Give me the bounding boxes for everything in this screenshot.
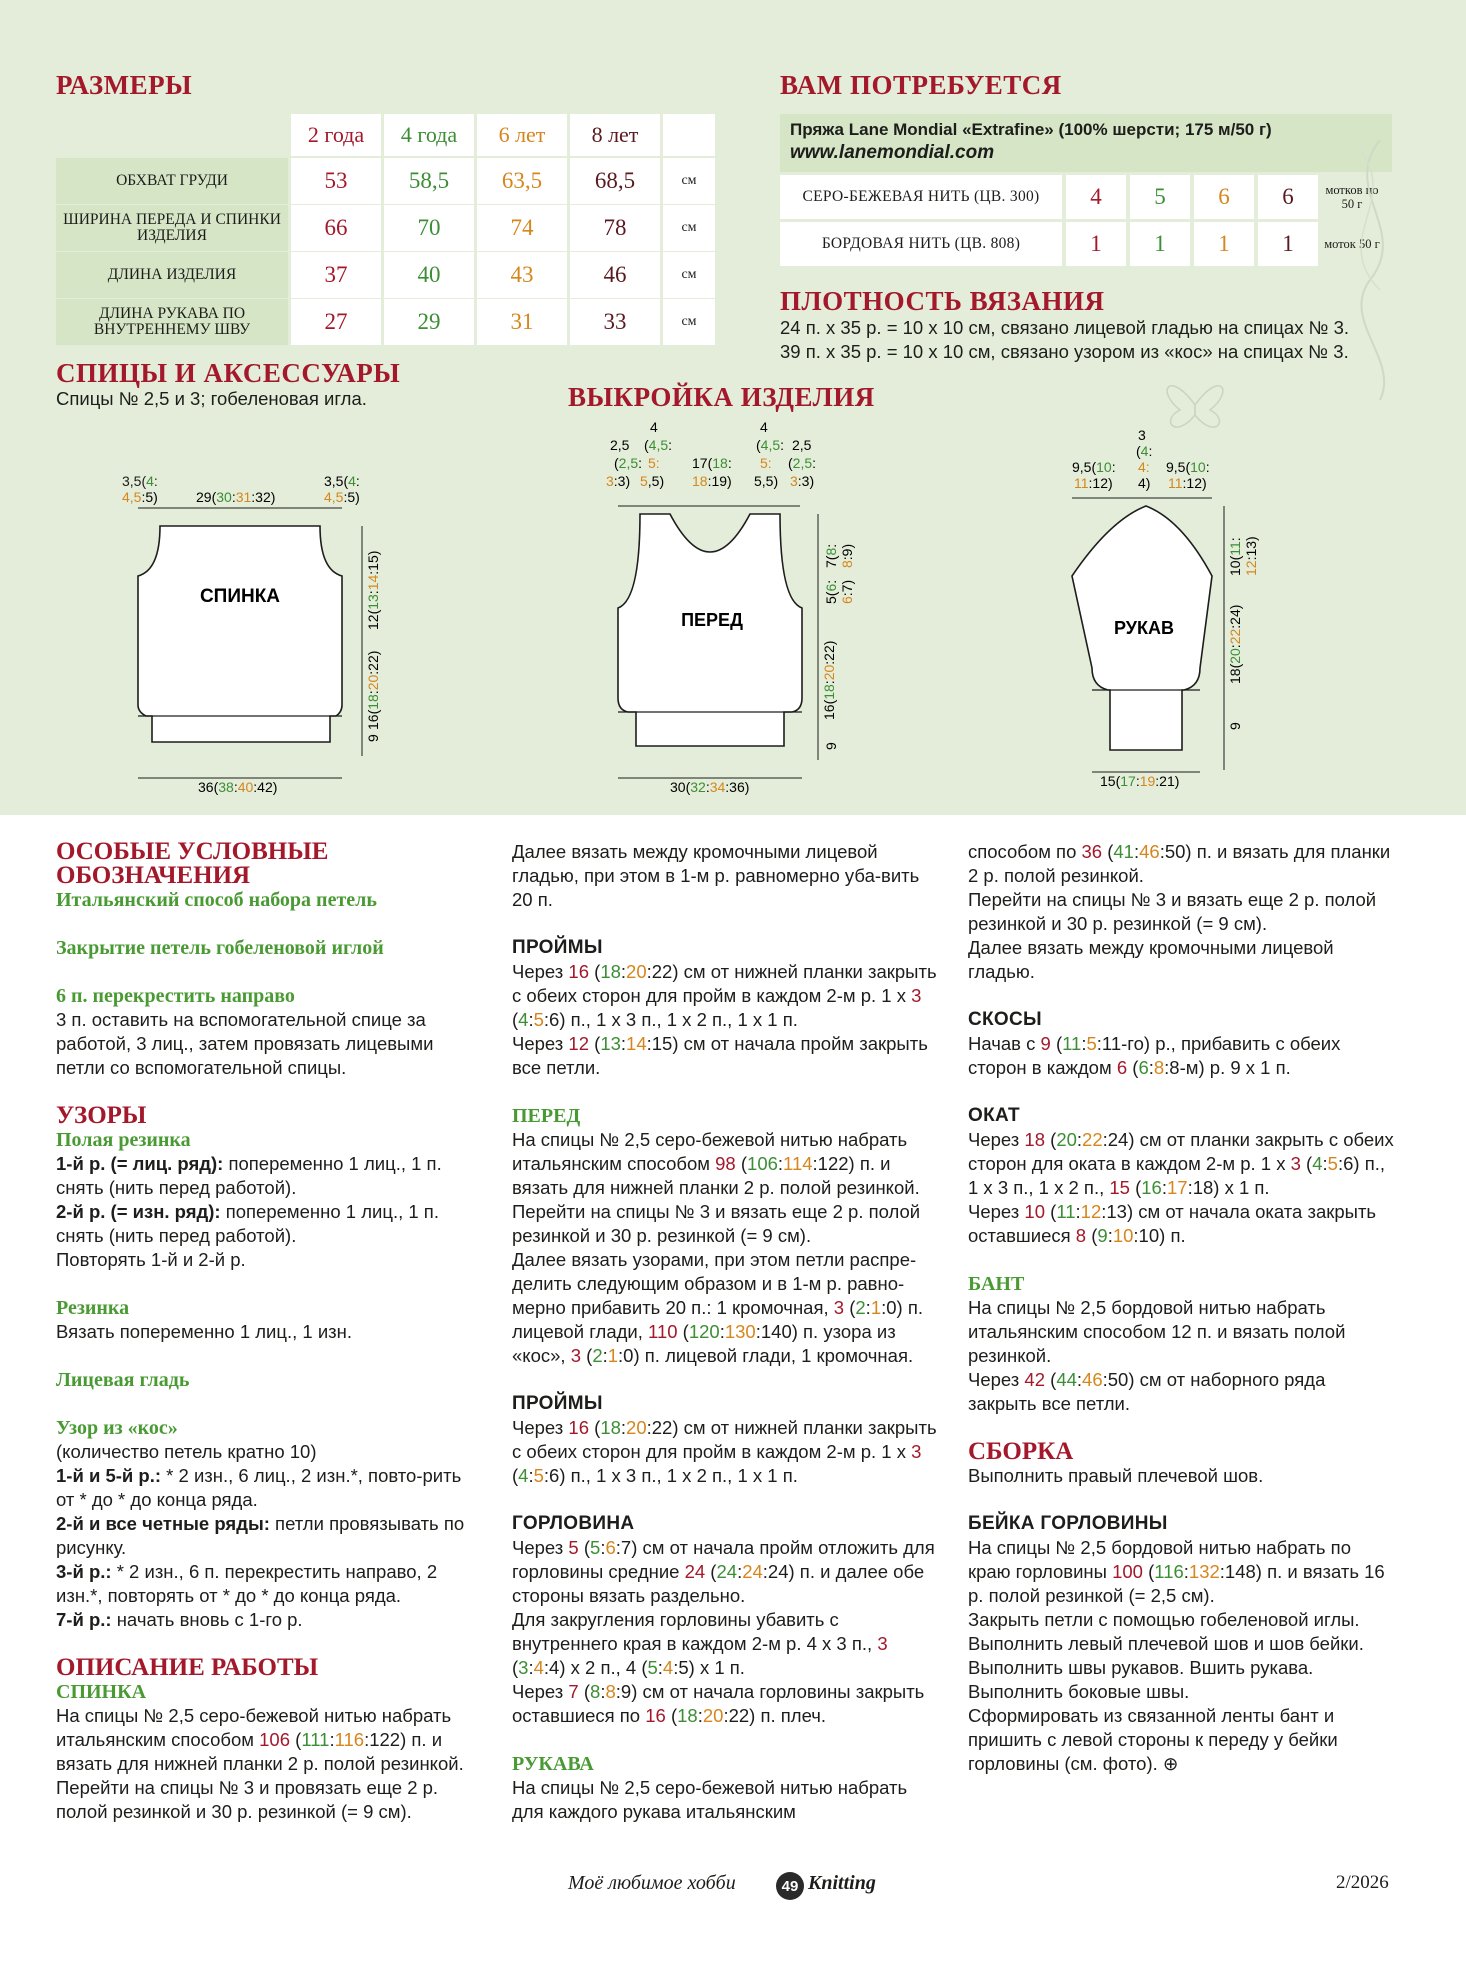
table-cell: 53 [291, 158, 381, 204]
materials-table [780, 114, 1392, 266]
row-label: ОБХВАТ ГРУДИ [56, 158, 288, 204]
svg-text:2,5: 2,5 [792, 437, 812, 453]
table-cell: 74 [477, 205, 567, 251]
svg-text:6:7): 6:7) [839, 579, 855, 604]
svg-text:3:3): 3:3) [790, 473, 815, 489]
magazine-title: Моё любимое хобби [568, 1872, 736, 1894]
svg-text:3,5(4:: 3,5(4: [324, 473, 360, 489]
yarn-color-name: БОРДОВАЯ НИТЬ (ЦВ. 808) [780, 222, 1062, 266]
svg-text:29(30:31:32): 29(30:31:32) [196, 489, 276, 505]
svg-text:4,5:5): 4,5:5) [324, 489, 360, 505]
front-schematic [606, 420, 855, 795]
density-text [780, 316, 1349, 364]
pattern-schematics [0, 420, 1466, 810]
unit-cell: см [663, 205, 715, 251]
svg-text:(4,5:: (4,5: [644, 437, 673, 453]
table-cell: 6 [1258, 175, 1318, 219]
sleeve-schematic [1072, 427, 1259, 789]
yarn-website: www.lanemondial.com [790, 142, 995, 163]
svg-text:3: 3 [1138, 427, 1146, 443]
table-cell: 63,5 [477, 158, 567, 204]
back-schematic [122, 473, 381, 795]
sizes-title: РАЗМЕРЫ [56, 70, 193, 100]
table-cell: 46 [570, 252, 660, 298]
svg-text:9,5(10:: 9,5(10: [1072, 459, 1116, 475]
table-row [56, 252, 720, 298]
svg-text:9: 9 [823, 742, 839, 750]
end-mark-icon: ⊕ [1162, 1753, 1179, 1774]
yarn-header [780, 114, 1392, 172]
svg-text:11:12): 11:12) [1074, 475, 1113, 491]
svg-text:7(8:: 7(8: [823, 543, 839, 568]
svg-text:9,5(10:: 9,5(10: [1166, 459, 1210, 475]
size-header: 4 года [384, 114, 474, 156]
svg-text:3:3): 3:3) [606, 473, 631, 489]
svg-text:4,5:5): 4,5:5) [122, 489, 158, 505]
svg-text:(4:: (4: [1136, 443, 1153, 459]
pattern-title: ВЫКРОЙКА ИЗДЕЛИЯ [568, 382, 875, 412]
back-label: СПИНКА [199, 586, 281, 607]
needles-title: СПИЦЫ И АКСЕССУАРЫ [56, 358, 401, 388]
unit-cell: см [663, 252, 715, 298]
table-cell: 1 [1258, 222, 1318, 266]
svg-text:18(20:22:24): 18(20:22:24) [1227, 604, 1243, 684]
svg-text:3,5(4:: 3,5(4: [122, 473, 158, 489]
table-cell: 6 [1194, 175, 1254, 219]
table-row [56, 299, 720, 345]
table-row [780, 175, 1392, 219]
table-cell: 43 [477, 252, 567, 298]
table-cell: 40 [384, 252, 474, 298]
yarn-name: Пряжа Lane Mondial «Extrafine» (100% шерсти; 175 м/50 г) [790, 120, 1272, 139]
column-2: Далее вязать между кромочными лицевой гладью, при этом в 1-м р. равномерно уба-вить 20 п. ПРОЙМЫ Через 16 (18:20:22) см от нижней планки закрыть с обеих сторон для пройм в каждом 2-м р. 1 х 3 (4:5:6) п., 1 х 3 п., 1 х 2 п., 1 х 1 п. Через 12 (13:14:15) см от начала пройм закрыть все петли. ПЕРЕД На спицы № 2,5 серо-бежевой нитью набрать итальянским способом 98 (106:114:122) п. и вязать для нижней планки 2 р. полой резинкой. Перейти на спицы № 3 и вязать еще 2 р. полой резинкой и 30 р. резинкой (= 9 см). Далее вязать узорами, при этом петли распре-делить следующим образом и в 1-м р. равно-мерно прибавить 20 п.: 1 кромочная, 3 (2:1:0) п. лицевой глади, 110 (120:130:140) п. узора из «кос», 3 (2:1:0) п. лицевой глади, 1 кромочная. ПРОЙМЫ Через 16 (18:20:22) см от нижней планки закрыть с обеих сторон для пройм в каждом 2-м р. 1 х 3 (4:5:6) п., 1 х 3 п., 1 х 2 п., 1 х 1 п. ГОРЛОВИНА Через 5 (5:6:7) см от начала пройм отложить для горловины средние 24 (24:24:24) п. и далее обе стороны вязать раздельно. Для закругления горловины убавить с внутреннего края в каждом 2-м р. 4 х 3 п., 3 (3:4:4) х 2 п., 4 (5:4:5) х 1 п. Через 7 (8:8:9) см от начала горловины закрыть оставшиеся по 16 (18:20:22) п. плеч. РУКАВА На спицы № 2,5 серо-бежевой нитью набрать для каждого рукава итальянским [512, 841, 937, 1822]
table-cell: 1 [1066, 222, 1126, 266]
svg-text:12:13): 12:13) [1243, 536, 1259, 576]
svg-text:5:: 5: [760, 455, 772, 471]
svg-text:11:12): 11:12) [1168, 475, 1207, 491]
table-cell: 29 [384, 299, 474, 345]
svg-text:(2,5:: (2,5: [788, 455, 817, 471]
svg-text:30(32:34:36): 30(32:34:36) [670, 779, 750, 795]
table-row [56, 158, 720, 204]
table-cell: 5 [1130, 175, 1190, 219]
table-cell: 1 [1130, 222, 1190, 266]
table-cell: 31 [477, 299, 567, 345]
unit-cell: моток 50 г [1324, 237, 1380, 251]
page-number: 49 [776, 1872, 804, 1900]
column-1: ОСОБЫЕ УСЛОВНЫЕ ОБОЗНАЧЕНИЯ Итальянский способ набора петель Закрытие петель гобеленовой иглой 6 п. перекрестить направо 3 п. оставить на вспомогательной спице за работой, 3 лиц., затем провязать лицевыми петли со вспомогательной спицы. УЗОРЫ Полая резинка 1-й р. (= лиц. ряд): попеременно 1 лиц., 1 п. снять (нить перед работой). 2-й р. (= изн. ряд): попеременно 1 лиц., 1 п. снять (нить перед работой). Повторять 1-й и 2-й р. Резинка Вязать попеременно 1 лиц., 1 изн. Лицевая гладь Узор из «кос» (количество петель кратно 10) 1-й и 5-й р.: * 2 изн., 6 лиц., 2 изн.*, повто-рить от * до * до конца ряда. 2-й и все четные ряды: петли провязывать по рисунку. 3-й р.: * 2 изн., 6 п. перекрестить направо, 2 изн.*, повторять от * до * до конца ряда. 7-й р.: начать вновь с 1-го р. ОПИСАНИЕ РАБОТЫ СПИНКА На спицы № 2,5 серо-бежевой нитью набрать итальянским способом 106 (111:116:122) п. и вязать для нижней планки 2 р. полой резинкой. Перейти на спицы № 3 и провязать еще 2 р. полой резинкой и 30 р. резинкой (= 9 см). [56, 838, 465, 1822]
issue-number: 2/2026 [1336, 1872, 1389, 1893]
table-cell: 4 [1066, 175, 1126, 219]
materials-title: ВАМ ПОТРЕБУЕТСЯ [780, 70, 1062, 100]
svg-text:17(18:: 17(18: [692, 455, 732, 471]
svg-text:12(13:14:15): 12(13:14:15) [365, 550, 381, 630]
table-cell: 37 [291, 252, 381, 298]
sizes-table [56, 114, 720, 346]
svg-text:2,5: 2,5 [610, 437, 630, 453]
svg-text:5,5): 5,5) [754, 473, 779, 489]
svg-text:4: 4 [650, 420, 658, 435]
svg-text:9: 9 [1227, 722, 1243, 730]
svg-text:18:19): 18:19) [692, 473, 732, 489]
svg-text:8:9): 8:9) [839, 543, 855, 568]
front-label: ПЕРЕД [681, 610, 743, 630]
column-3: способом по 36 (41:46:50) п. и вязать для планки 2 р. полой резинкой. Перейти на спицы № 3 и вязать еще 2 р. полой резинкой и 30 р. резинкой (= 9 см). Далее вязать между кромочными лицевой гладью. СКОСЫ Начав с 9 (11:5:11-го) р., прибавить с обеих сторон в каждом 6 (6:8:8-м) р. 9 х 1 п. ОКАТ Через 18 (20:22:24) см от планки закрыть с обеих сторон для оката в каждом 2-м р. 1 х 3 (4:5:6) п., 1 х 3 п., 1 х 2 п., 15 (16:17:18) х 1 п. Через 10 (11:12:13) см от начала оката закрыть оставшиеся 8 (9:10:10) п. БАНТ На спицы № 2,5 бордовой нитью набрать итальянским способом 12 п. и вязать полой резинкой. Через 42 (44:46:50) см от наборного ряда закрыть все петли. СБОРКА Выполнить правый плечевой шов. БЕЙКА ГОРЛОВИНЫ На спицы № 2,5 бордовой нитью набрать по краю горловины 100 (116:132:148) п. и вязать 16 р. полой резинкой (= 2,5 см). Закрыть петли с помощью гобеленовой иглы. Выполнить левый плечевой шов и шов бейки. Выполнить швы рукавов. Вшить рукава. Выполнить боковые швы. Сформировать из связанной ленты бант и пришить с левой стороны к переду у бейки горловины (см. фото). ⊕ [968, 841, 1394, 1774]
density-line: 39 п. х 35 р. = 10 х 10 см, связано узором из «кос» на спицах № 3. [780, 341, 1349, 362]
table-row [56, 205, 720, 251]
table-cell: 33 [570, 299, 660, 345]
svg-text:5:: 5: [648, 455, 660, 471]
table-row [780, 222, 1392, 266]
size-header: 8 лет [570, 114, 660, 156]
yarn-color-name: СЕРО-БЕЖЕВАЯ НИТЬ (ЦВ. 300) [780, 175, 1062, 219]
table-cell: 58,5 [384, 158, 474, 204]
svg-text:10(11:: 10(11: [1227, 537, 1243, 576]
svg-text:4: 4 [760, 420, 768, 435]
svg-text:16(18:20:22): 16(18:20:22) [821, 640, 837, 720]
svg-text:5,5): 5,5) [640, 473, 665, 489]
sizes-header-row [56, 114, 720, 156]
swirl-decoration-icon [1320, 130, 1430, 410]
table-cell: 68,5 [570, 158, 660, 204]
table-cell: 27 [291, 299, 381, 345]
svg-text:36(38:40:42): 36(38:40:42) [198, 779, 278, 795]
svg-text:4:: 4: [1138, 459, 1150, 475]
sleeve-label: РУКАВ [1114, 618, 1174, 638]
density-line: 24 п. х 35 р. = 10 х 10 см, связано лицевой гладью на спицах № 3. [780, 317, 1350, 338]
svg-text:4): 4) [1138, 475, 1151, 491]
svg-text:15(17:19:21): 15(17:19:21) [1100, 773, 1180, 789]
row-label: ШИРИНА ПЕРЕДА И СПИНКИ ИЗДЕЛИЯ [56, 205, 288, 251]
table-cell: 1 [1194, 222, 1254, 266]
size-header: 2 года [291, 114, 381, 156]
row-label: ДЛИНА РУКАВА ПО ВНУТРЕННЕМУ ШВУ [56, 299, 288, 345]
section-name: Knitting [808, 1872, 876, 1894]
density-title: ПЛОТНОСТЬ ВЯЗАНИЯ [780, 286, 1105, 316]
unit-cell: мотков по 50 г [1325, 183, 1379, 211]
svg-text:(4,5:: (4,5: [756, 437, 785, 453]
unit-cell: см [663, 158, 715, 204]
needles-text: Спицы № 2,5 и 3; гобеленовая игла. [56, 388, 367, 409]
size-header: 6 лет [477, 114, 567, 156]
svg-text:16(18:20:22): 16(18:20:22) [365, 650, 381, 730]
svg-text:9: 9 [365, 734, 381, 742]
footer [0, 1872, 1466, 1902]
row-label: ДЛИНА ИЗДЕЛИЯ [56, 252, 288, 298]
table-cell: 70 [384, 205, 474, 251]
table-cell: 66 [291, 205, 381, 251]
svg-text:(2,5:: (2,5: [614, 455, 643, 471]
svg-text:5(6:: 5(6: [823, 579, 839, 604]
unit-cell: см [663, 299, 715, 345]
table-cell: 78 [570, 205, 660, 251]
